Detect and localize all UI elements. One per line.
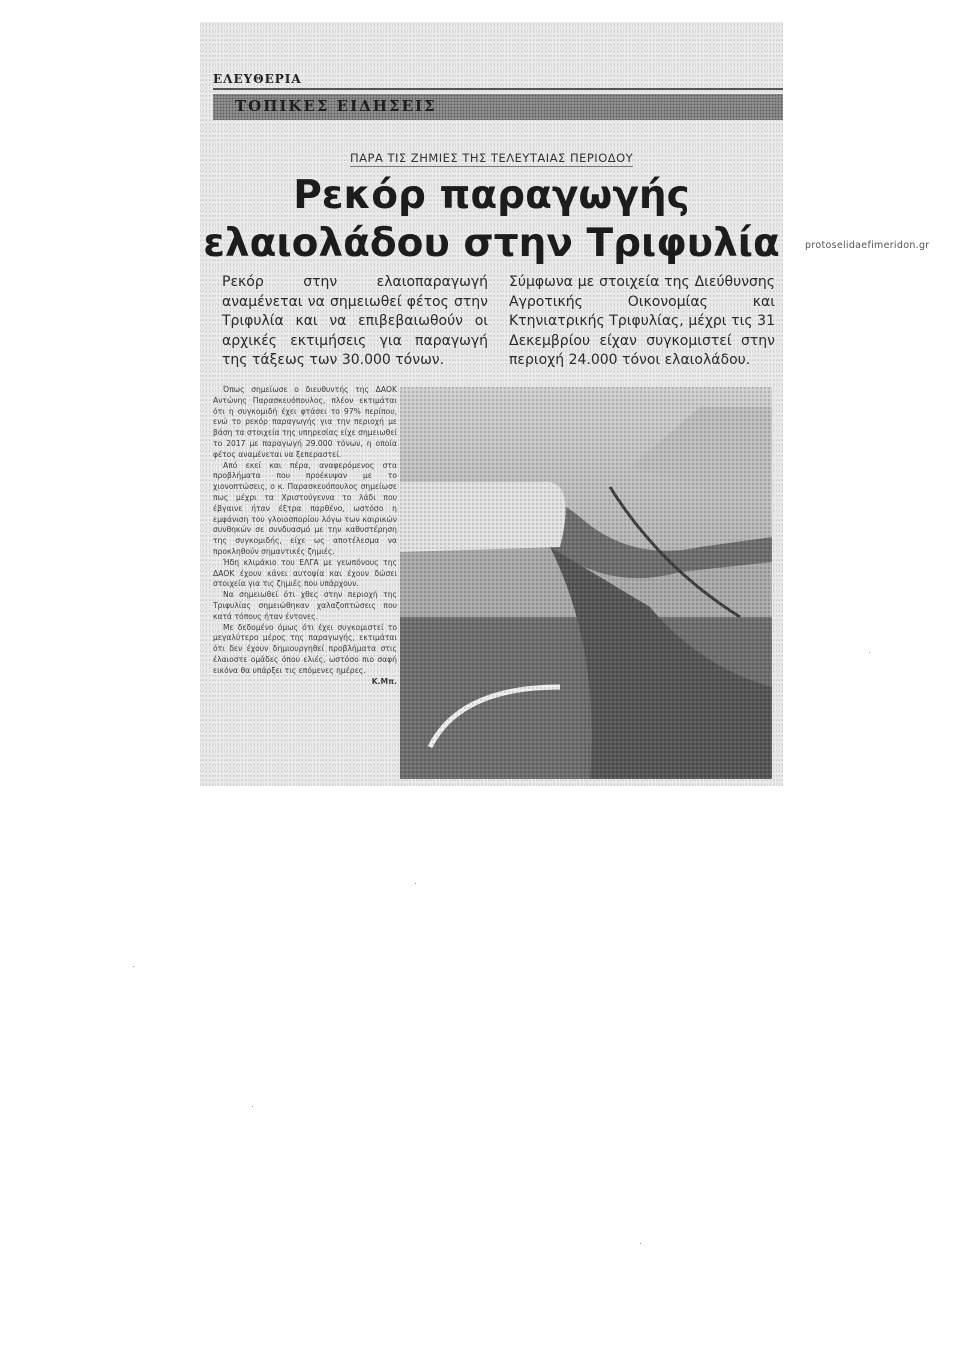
kicker: ΠΑΡΑ ΤΙΣ ΖΗΜΙΕΣ ΤΗΣ ΤΕΛΕΥΤΑΙΑΣ ΠΕΡΙΟΔΟΥ	[350, 151, 634, 165]
byline: Κ.Μπ.	[371, 676, 397, 686]
scan-speck	[252, 1106, 253, 1107]
section-bar	[213, 94, 783, 120]
body-paragraph: Ήδη κλιμάκιο του ΕΛΓΑ με γεωπόνους της ΔΑΟΚ έχουν κάνει αυτοψία και έχουν δώσει στοιχεία για τις ζημιές που υπάρχουν.	[213, 557, 397, 589]
source-watermark: protoselidaefimeridon.gr	[805, 240, 930, 251]
masthead-rule	[213, 88, 783, 90]
lead-paragraph-left: Ρεκόρ στην ελαιοπαραγωγή αναμένεται να σημειωθεί φέτος στην Τριφυλία και να επιβεβαιωθούν οι αρχικές εκτιμήσεις για παραγωγή της τάξεως των 30.000 τόνων.	[222, 274, 488, 369]
scan-speck	[133, 966, 134, 967]
scan-speck	[415, 883, 416, 884]
lead-paragraph-right: Σύμφωνα με στοιχεία της Διεύθυνσης Αγροτικής Οικονομίας και Κτηνιατρικής Τριφυλίας, μέχρι τις 31 Δεκεμβρίου είχαν συγκομιστεί στην περιοχή 24.000 τόνοι ελαιολάδου.	[509, 274, 775, 369]
article-body	[213, 385, 397, 687]
body-paragraph: Με δεδομένο όμως ότι έχει συγκομιστεί το μεγαλύτερο μέρος της παραγωγής, εκτιμάται ότι δεν έχουν δημιουργηθεί προβλήματα στις έλαιοστε ομάδες όπου ελιές, ωστόσο πιο σαφή εικόνα θα υπάρξει τις επόμενες ημέρες.	[213, 622, 397, 675]
headline-line-1: Ρεκόρ παραγωγής	[293, 173, 690, 218]
body-paragraph: Από εκεί και πέρα, αναφερόμενος στα προβλήματα που προέκυψαν με το χιονοπτώσεις, ο κ. Παρασκευόπουλος σημείωσε πως μέχρι τα Χριστούγεννα το λάδι που έβγαινε ήταν έξτρα παρθένο, ωστόσο η εμφάνιση του γλοιοσπορίου λόγω των καιρικών συνθηκών σε συνδυασμό με την καθυστέρηση της συγκομιδής, είχε ως αποτέλεσμα να προκληθούν σημαντικές ζημιές.	[213, 460, 397, 556]
body-paragraph: Όπως σημείωσε ο διευθυντής της ΔΑΟΚ Αντώνης Παρασκευόπουλος, πλέον εκτιμάται ότι η συγκομιδή έχει φτάσει το 97% περίπου, ενώ το ρεκόρ παραγωγής για την περιοχή με βάση τα στοιχεία της υπηρεσίας είχε σημειωθεί το 2017 με παραγωγή 29.000 τόνων, η οποία φέτος αναμένεται να ξεπεραστεί.	[213, 385, 397, 459]
newspaper-clipping	[200, 22, 783, 786]
scan-speck	[869, 652, 870, 653]
article-photo	[400, 387, 772, 779]
section-title: ΤΟΠΙΚΕΣ ΕΙΔΗΣΕΙΣ	[235, 97, 437, 115]
newspaper-masthead: ΕΛΕΥΘΕΡΙΑ	[213, 72, 302, 86]
scan-speck	[640, 1243, 641, 1244]
headline-line-2: ελαιολάδου στην Τριφυλία	[203, 221, 780, 266]
body-paragraph: Να σημειωθεί ότι χθες στην περιοχή της Τριφυλίας σημειώθηκαν χαλαζοπτώσεις που κατά τόπους ήταν έντονες.	[213, 590, 397, 621]
